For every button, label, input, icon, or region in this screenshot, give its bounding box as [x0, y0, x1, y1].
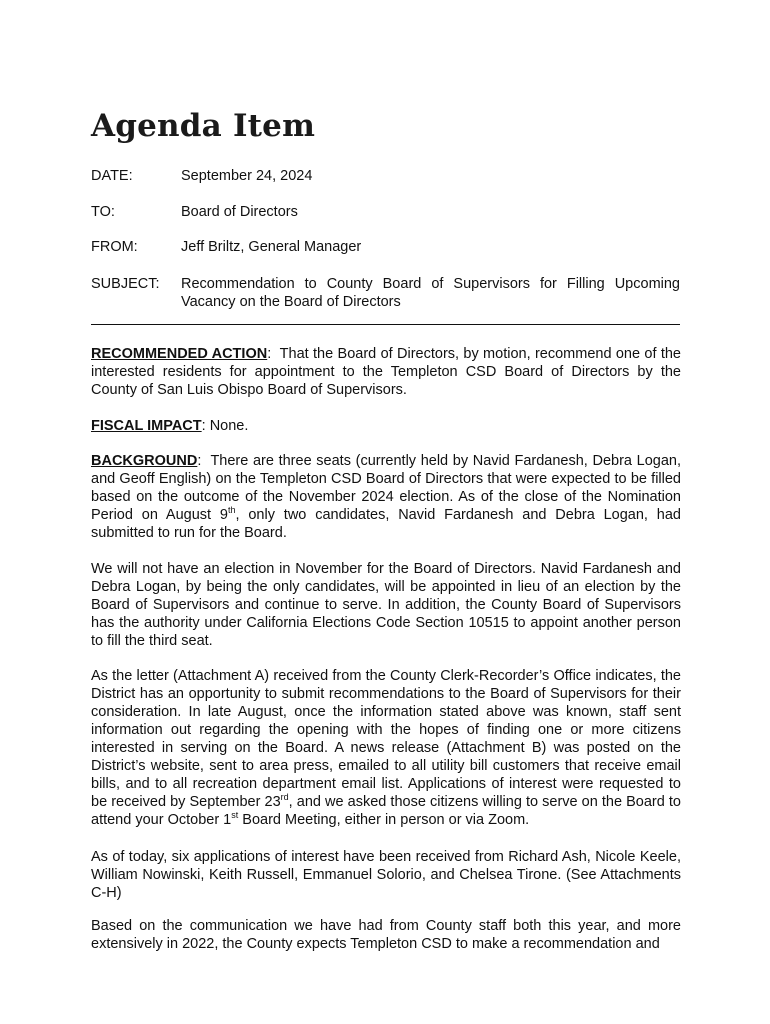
background-heading: BACKGROUND: [91, 453, 198, 469]
header-divider: [91, 324, 680, 325]
fiscal-impact-text: None.: [209, 418, 249, 434]
letter-sup-a: rd: [280, 792, 289, 803]
fiscal-impact-heading: FISCAL IMPACT: [91, 418, 202, 434]
letter-text-c: Board Meeting, either in person or via Zoom.: [238, 812, 530, 828]
date-label: DATE:: [91, 168, 133, 184]
recommended-action-heading: RECOMMENDED ACTION: [91, 346, 268, 362]
date-value: September 24, 2024: [181, 168, 313, 184]
letter-text-a: As the letter (Attachment A) received from the County Clerk-Recorder’s Office indicates, the District has an opportunity to submit recommendations to the Board of Supervisors for their consideration. In late August, once the information stated above was known, staff sent information out regarding the opening with the hopes of finding one or more citizens interested in serving on the Board. A news release (Attachment B) was posted on the District’s website, sent to area press, emailed to all utility bill customers that receive email bills, and to all recreation department email list. Applications of interest were requested to be received by September 23: [91, 668, 681, 810]
fiscal-impact-paragraph: FISCAL IMPACT: None.: [91, 418, 249, 434]
background-text-a: There are three seats (currently held by Navid Fardanesh, Debra Logan, and Geoff English) on the Templeton CSD Board of Directors that were expected to be filled based on the outcome of the November 2024 election. As of the close of the Nomination Period on August 9: [91, 453, 682, 523]
to-value: Board of Directors: [181, 204, 298, 220]
from-label: FROM:: [91, 239, 138, 255]
applications-paragraph: As of today, six applications of interest have been received from Richard Ash, Nicole Keele, William Nowinski, Keith Russell, Emmanuel Solorio, and Chelsea Tirone. (See Attachments C-H): [91, 849, 681, 901]
recommended-action-text: That the Board of Directors, by motion, recommend one of the interested residents for appointment to the Templeton CSD Board of Directors by the County of San Luis Obispo Board of Supervisors.: [91, 346, 681, 398]
election-paragraph: We will not have an election in November for the Board of Directors. Navid Fardanesh and Debra Logan, by being the only candidates, will be appointed in lieu of an election by the Board of Supervisors and continue to serve. In addition, the County Board of Supervisors has the authority under California Elections Code Section 10515 to appoint another person to fill the third seat.: [91, 561, 681, 649]
communication-paragraph: Based on the communication we have had from County staff both this year, and more extensively in 2022, the County expects Templeton CSD to make a recommendation and: [91, 918, 681, 952]
background-paragraph: BACKGROUND: There are three seats (currently held by Navid Fardanesh, Debra Logan, and Geoff English) on the Templeton CSD Board of Directors that were expected to be filled based on the outcome of the November 2024 election. As of the close of the Nomination Period on August 9th, only two candidates, Navid Fardanesh and Debra Logan, had submitted to run for the Board.: [91, 453, 682, 541]
background-text-b: , only two candidates, Navid Fardanesh and Debra Logan, had submitted to run for the Board.: [91, 507, 681, 541]
from-value: Jeff Briltz, General Manager: [181, 239, 362, 255]
background-sup-a: th: [227, 505, 236, 516]
to-label: TO:: [91, 204, 115, 220]
subject-label: SUBJECT:: [91, 276, 160, 292]
page-title: Agenda Item: [91, 108, 316, 144]
subject-value: Recommendation to County Board of Supervisors for Filling Upcoming Vacancy on the Board of Directors: [181, 276, 680, 310]
letter-paragraph: [91, 667, 681, 829]
letter-text-b: , and we asked those citizens willing to serve on the Board to attend your October 1: [91, 794, 681, 828]
recommended-action-paragraph: RECOMMENDED ACTION: That the Board of Directors, by motion, recommend one of the interested residents for appointment to the Templeton CSD Board of Directors by the County of San Luis Obispo Board of Supervisors.: [91, 346, 681, 398]
letter-sup-b: st: [231, 810, 239, 821]
